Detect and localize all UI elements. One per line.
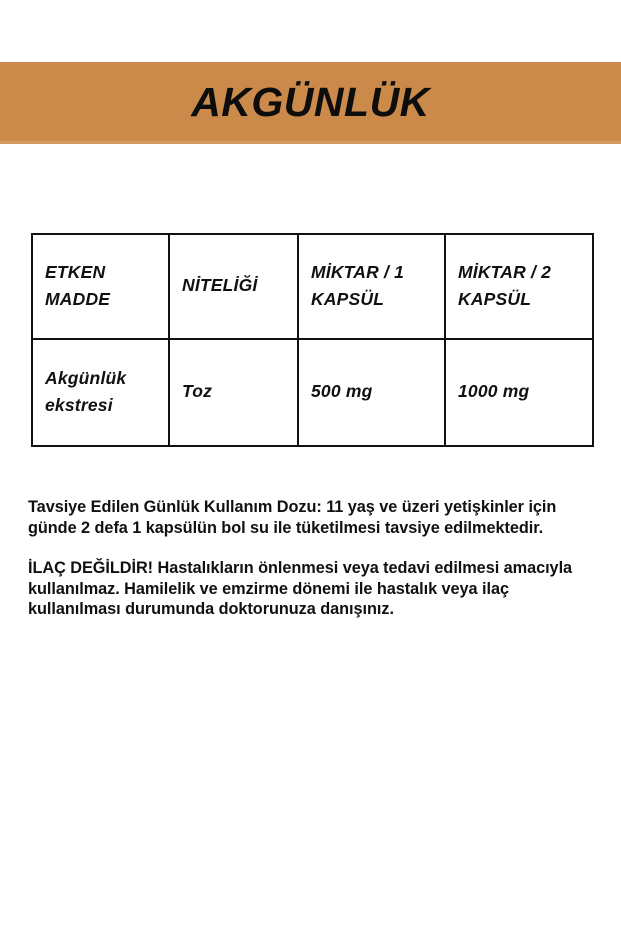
cell-amount-one-capsule: 500 mg: [298, 339, 445, 446]
product-header-banner: [0, 62, 621, 144]
usage-notes: [28, 497, 593, 620]
cell-active-ingredient: Akgünlük ekstresi: [32, 339, 169, 446]
ingredient-spec-table: [31, 233, 594, 447]
not-a-medicine-warning-text: İLAÇ DEĞİLDİR! Hastalıkların önlenmesi veya tedavi edilmesi amacıyla kullanılmaz. Hamilelik ve emzirme dönemi ile hastalık veya ilaç kullanılması durumunda doktorunuza danışınız.: [28, 559, 573, 618]
header-cell-amount-two-capsules: MİKTAR / 2 KAPSÜL: [445, 234, 593, 339]
cell-amount-two-capsules: 1000 mg: [445, 339, 593, 446]
cell-quality: Toz: [169, 339, 298, 446]
table-row: [32, 339, 593, 446]
recommended-dosage-text: Tavsiye Edilen Günlük Kullanım Dozu: 11 yaş ve üzeri yetişkinler için günde 2 defa 1 kapsülün bol su ile tüketilmesi tavsiye edilmektedir.: [28, 498, 557, 537]
header-cell-amount-one-capsule: MİKTAR / 1 KAPSÜL: [298, 234, 445, 339]
product-title: AKGÜNLÜK: [191, 78, 430, 125]
header-cell-quality: NİTELİĞİ: [169, 234, 298, 339]
header-cell-active-ingredient: ETKEN MADDE: [32, 234, 169, 339]
table-header-row: [32, 234, 593, 339]
